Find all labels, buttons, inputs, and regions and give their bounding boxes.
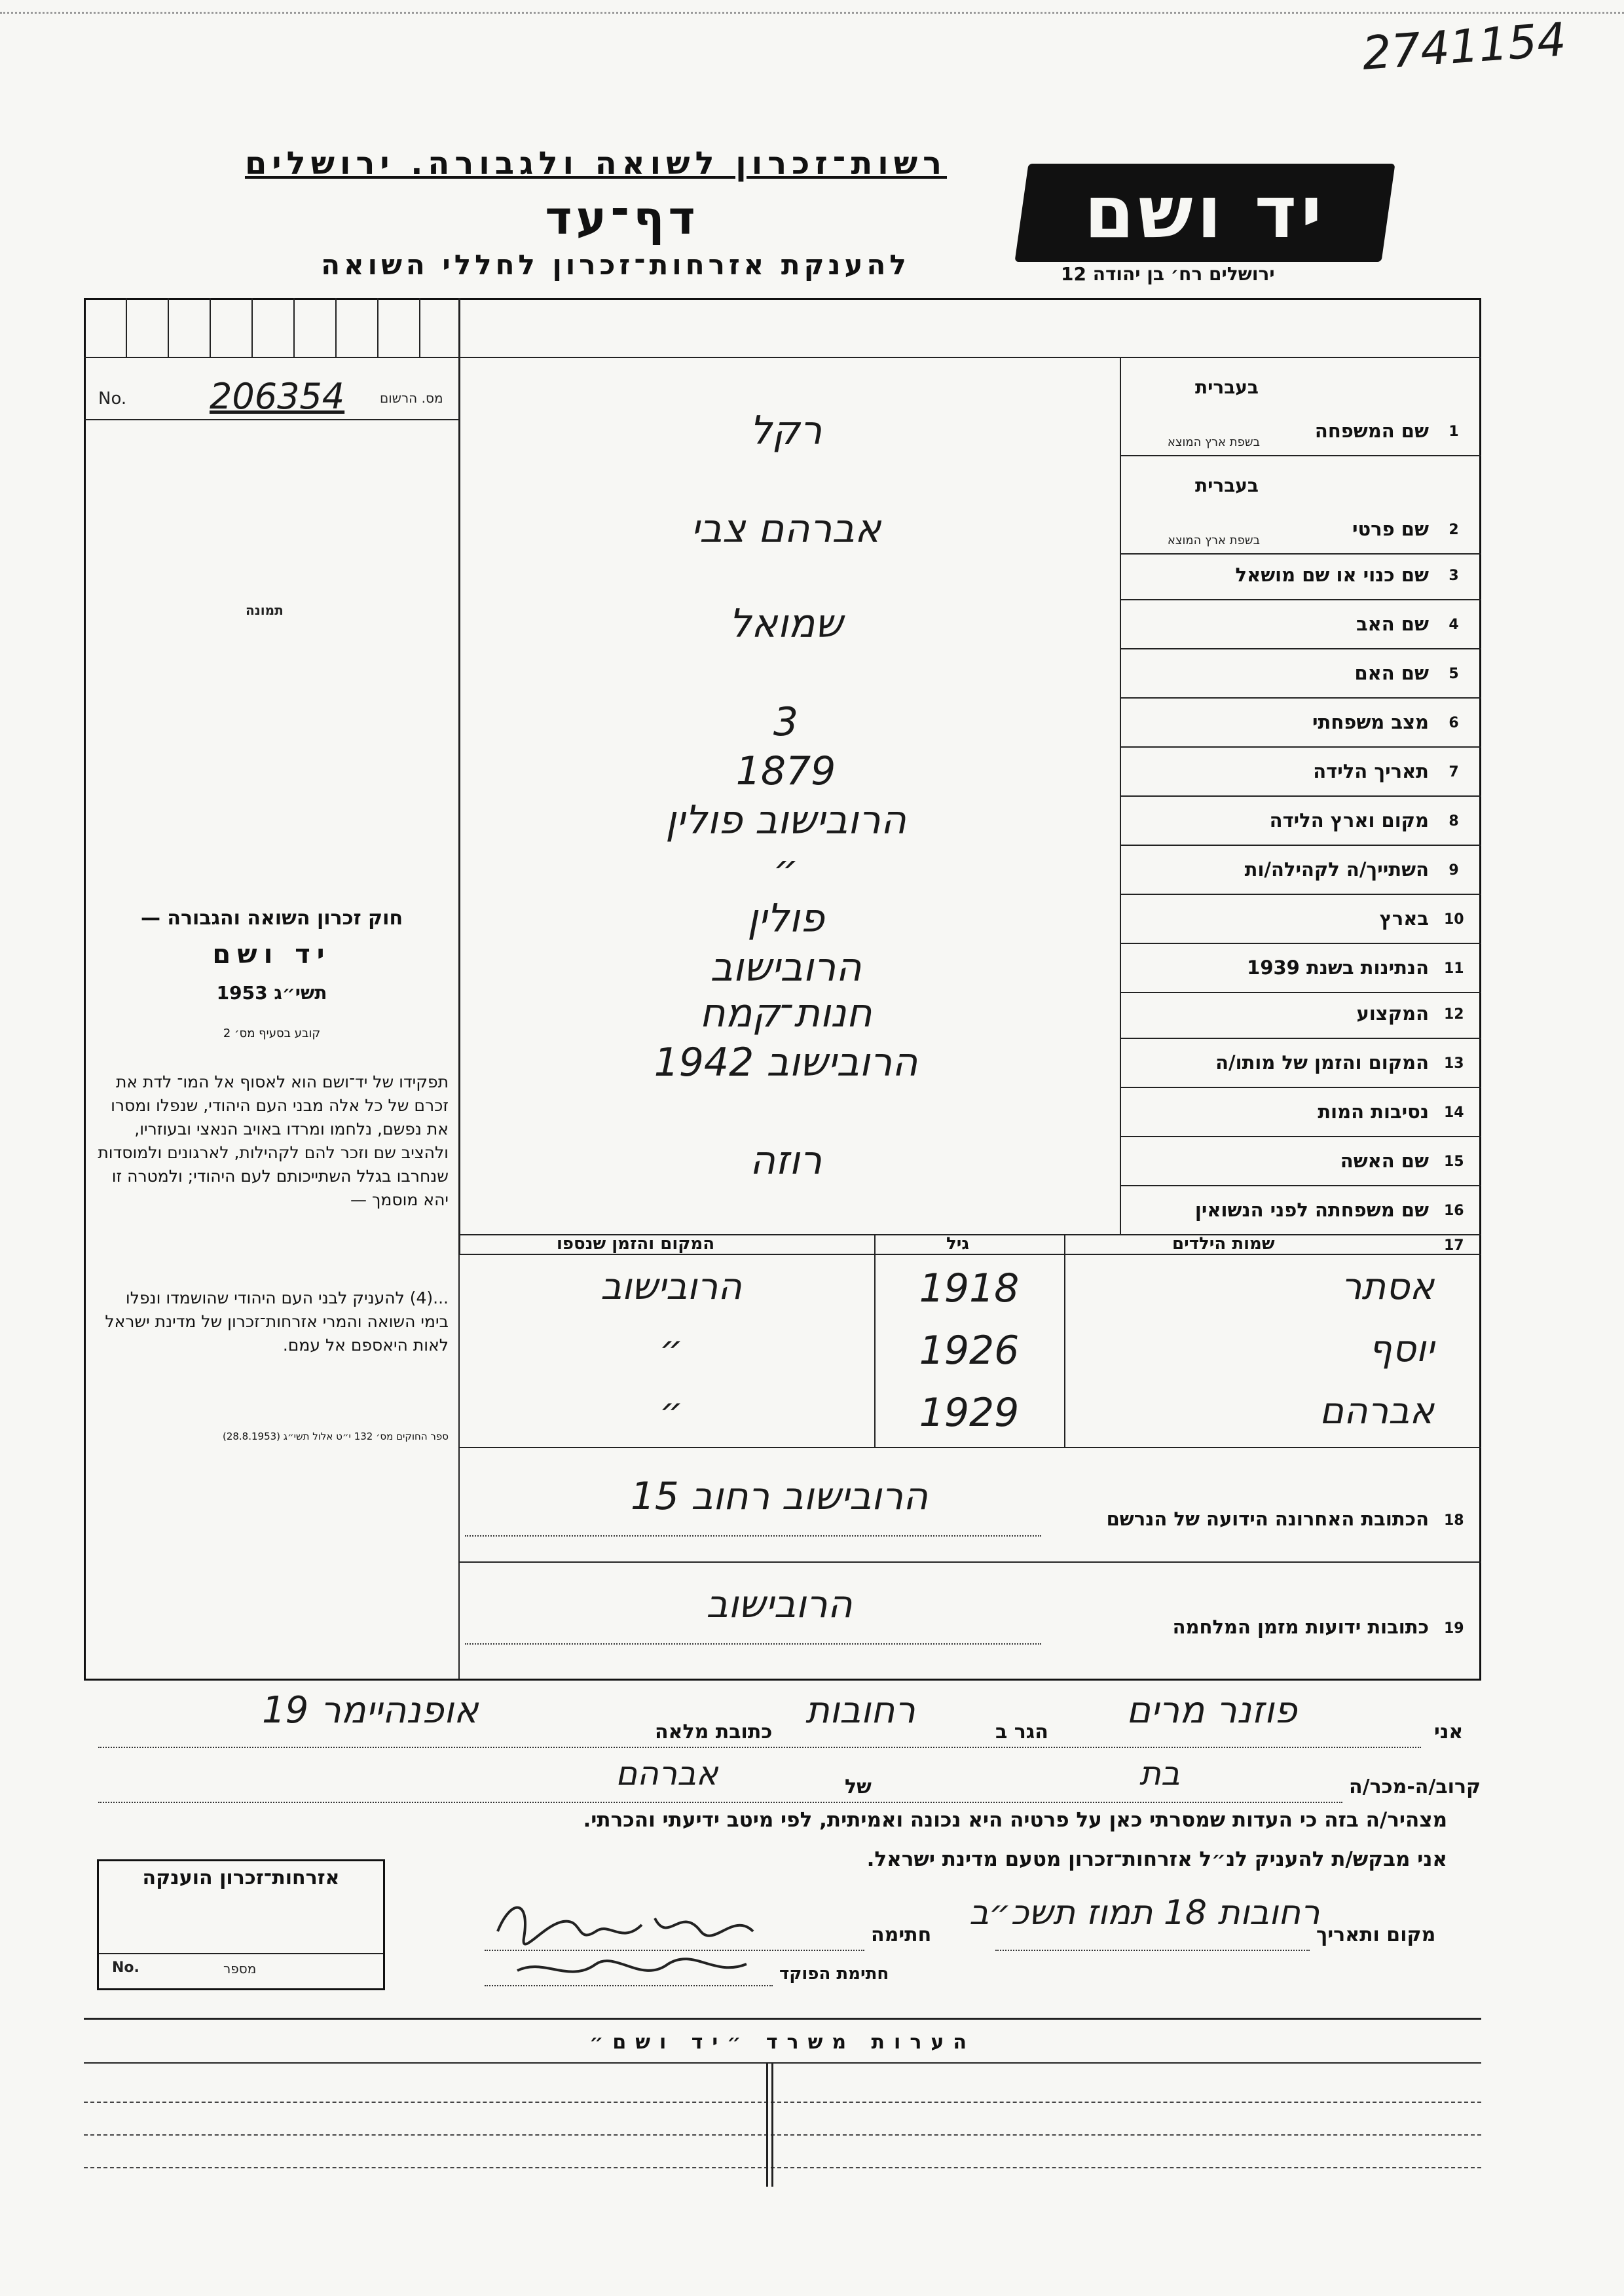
field-number: 2 bbox=[1449, 522, 1459, 538]
field-label: שם האם bbox=[1354, 662, 1429, 684]
field-row-16 bbox=[458, 1185, 1481, 1234]
child-name: אברהם bbox=[1319, 1390, 1434, 1432]
field-value: ״ bbox=[773, 847, 799, 892]
field-value: הרובישוב bbox=[706, 1582, 853, 1626]
field-number: 11 bbox=[1444, 960, 1464, 977]
child-place: הרובישוב bbox=[600, 1266, 742, 1308]
decl-relative-value: בת bbox=[1139, 1755, 1180, 1793]
box-number-label: מספר bbox=[223, 1961, 257, 1977]
field-row-11 bbox=[458, 943, 1481, 992]
field-label: שם המשפחה bbox=[1314, 420, 1429, 442]
children-field-number: 17 bbox=[1444, 1237, 1464, 1254]
children-col-place: המקום והזמן שנספו bbox=[557, 1234, 715, 1254]
reg-row-line bbox=[84, 419, 458, 420]
field-row-5 bbox=[458, 648, 1481, 697]
field-value: שמואל bbox=[729, 601, 843, 647]
field-label: נסיבות המות bbox=[1318, 1101, 1429, 1123]
field-number: 8 bbox=[1449, 813, 1459, 829]
archive-number: 2741154 bbox=[1360, 12, 1568, 81]
field-row-10 bbox=[458, 894, 1481, 943]
logo-text: יד ושם bbox=[1084, 170, 1326, 254]
field-row-12 bbox=[458, 992, 1481, 1038]
field-value: פולין bbox=[747, 896, 824, 941]
child-age: 1918 bbox=[919, 1266, 1020, 1311]
child-row bbox=[458, 1260, 1481, 1319]
reg-no-prefix: No. bbox=[98, 389, 127, 409]
page-title: דף־עד bbox=[545, 191, 699, 245]
decl-of-value: אברהם bbox=[616, 1755, 718, 1793]
children-table-bottom bbox=[458, 1447, 1481, 1448]
registration-number-row bbox=[92, 377, 452, 416]
field-sub-hebrew: בעברית bbox=[1194, 475, 1259, 496]
box-title: אזרחות־זכרון הוענקה bbox=[142, 1867, 340, 1889]
field-number: 12 bbox=[1444, 1006, 1464, 1023]
field-label: מצב משפחתי bbox=[1312, 711, 1429, 733]
decl-resides-label: הגר ב bbox=[995, 1721, 1048, 1743]
field-row-8 bbox=[458, 795, 1481, 845]
field-sub-hebrew: בעברית bbox=[1194, 376, 1259, 398]
child-place: ״ bbox=[659, 1390, 684, 1432]
field-number: 13 bbox=[1444, 1055, 1464, 1072]
law-title: חוק זכרון השואה והגבורה — bbox=[140, 907, 403, 930]
field-label: שם האב bbox=[1356, 613, 1429, 635]
child-name: אסתר bbox=[1340, 1266, 1434, 1308]
decl-relative-label: קרוב/ה-מכר/ה bbox=[1349, 1776, 1481, 1798]
reg-number-value: 206354 bbox=[210, 376, 345, 417]
field-label: כתובות ידועות מזמן המלחמה bbox=[1172, 1616, 1429, 1638]
field-row-14 bbox=[458, 1087, 1481, 1136]
photo-placeholder-label: תמונה bbox=[246, 602, 284, 618]
field-label: המקצוע bbox=[1356, 1002, 1429, 1025]
address-separator bbox=[458, 1561, 1481, 1563]
address-field-18 bbox=[458, 1470, 1481, 1542]
children-col-age: גיל bbox=[946, 1234, 970, 1254]
field-value: הרובישוב רחוב 15 bbox=[630, 1474, 928, 1518]
box-no: No. bbox=[112, 1959, 139, 1976]
decl-name-value: פוזנר מרים bbox=[1126, 1689, 1297, 1732]
field-value: הרובישוב 1942 bbox=[654, 1040, 918, 1085]
field-value: 3 bbox=[773, 699, 799, 745]
field-row-2 bbox=[458, 455, 1481, 553]
field-row-9 bbox=[458, 845, 1481, 894]
decl-address-label: כתובת מלאה bbox=[655, 1721, 773, 1743]
decl-officer-label: חתימת הפוקד bbox=[779, 1964, 889, 1984]
field-row-15 bbox=[458, 1136, 1481, 1185]
field-number: 9 bbox=[1449, 862, 1459, 879]
field-label: שם האשה bbox=[1340, 1150, 1429, 1172]
field-value: 1879 bbox=[735, 748, 836, 794]
field-label: בארץ bbox=[1379, 907, 1429, 930]
field-number: 10 bbox=[1444, 911, 1464, 928]
child-row bbox=[458, 1385, 1481, 1444]
address-field-19 bbox=[458, 1578, 1481, 1650]
field-label: הכתובת האחרונה הידועה של הנרשם bbox=[1106, 1508, 1429, 1530]
field-number: 6 bbox=[1449, 715, 1459, 731]
law-footnote: ספר החוקים מס׳ 132 י״ט אלול תשי״ג (28.8.1953) bbox=[222, 1430, 449, 1442]
law-text: תפקידו של יד־ושם הוא לאסוף אל המו־ לדת את זכרם של כל אלה מבני העם היהודי, שנפלו ומסרו את נפשם, נלחמו ומרדו באויב הנאצי ובעוזריו, ולהציב שם וזכר להם לקהילות, לארגונים ולמוסדות שנחרבו בגלל השתייכותם לעם היהודי; ולמטרה זו יהא מוסמך — bbox=[98, 1072, 449, 1209]
header-address: ירושלים רח׳ בן יהודה 12 bbox=[1061, 263, 1275, 285]
child-place: ״ bbox=[659, 1328, 684, 1370]
decl-place-date-label: מקום ותאריך bbox=[1316, 1923, 1436, 1946]
child-age: 1926 bbox=[919, 1328, 1020, 1374]
child-name: יוסף bbox=[1369, 1328, 1434, 1370]
law-clause: קובע בסעיף מס׳ 2 bbox=[223, 1027, 321, 1040]
citizenship-granted-box bbox=[97, 1859, 385, 1990]
footer-top-line bbox=[84, 2018, 1481, 2020]
child-age: 1929 bbox=[919, 1390, 1020, 1436]
field-value: אברהם צבי bbox=[690, 506, 881, 552]
field-label: שם כנוי או שם מושאל bbox=[1235, 564, 1429, 586]
field-row-13 bbox=[458, 1038, 1481, 1087]
decl-address-value: אופנהיימר 19 bbox=[262, 1689, 479, 1732]
decl-statement: מצהיר/ה בזה כי העדות שמסרתי כאן על פרטיה היא נכונה ואמיתית, לפי מיטב ידיעתי והכרתי. bbox=[583, 1808, 1447, 1832]
field-number: 19 bbox=[1444, 1620, 1464, 1637]
field-label: השתייך/ה לקהילה/ות bbox=[1244, 858, 1429, 881]
field-label: המקום והזמן של מותו/ה bbox=[1215, 1051, 1429, 1074]
field-sub-origin: בשפת ארץ המוצא bbox=[1167, 435, 1260, 449]
field-number: 4 bbox=[1449, 617, 1459, 633]
field-number: 7 bbox=[1449, 764, 1459, 780]
child-row bbox=[458, 1322, 1481, 1381]
page-subtitle: להענקת אזרחות־זכרון לחללי השואה bbox=[321, 249, 910, 281]
field-number: 16 bbox=[1444, 1203, 1464, 1219]
authority-title: רשות־זכרון לשואה ולגבורה. ירושלים bbox=[244, 145, 948, 182]
children-col-names: שמות הילדים bbox=[1172, 1234, 1275, 1254]
field-label: שם פרטי bbox=[1352, 518, 1429, 540]
law-text-clause4: ...(4) להעניק לבני העם היהודי שהושמדו ונפלו בימי השואה והמרי אזרחות־זכרון של מדינת ישראל לאות היאספם אל עמם. bbox=[105, 1288, 449, 1355]
field-row-6 bbox=[458, 697, 1481, 746]
decl-place-date-value: רחובות 18 תמוז תשכ״ב bbox=[969, 1893, 1320, 1933]
field-number: 15 bbox=[1444, 1154, 1464, 1170]
field-label: תאריך הלידה bbox=[1313, 760, 1429, 782]
field-value: רוזה bbox=[749, 1138, 822, 1184]
field-value: רקל bbox=[749, 408, 822, 454]
field-number: 1 bbox=[1449, 424, 1459, 440]
remarks-title: הערות משרד ״יד ושם״ bbox=[589, 2031, 976, 2054]
law-name: יד ושם bbox=[212, 939, 331, 970]
field-label: הנתינות בשנת 1939 bbox=[1247, 957, 1429, 979]
field-number: 18 bbox=[1444, 1512, 1464, 1529]
field-value: חנות־קמח bbox=[699, 991, 872, 1036]
field-row-4 bbox=[458, 599, 1481, 648]
law-year: תשי״ג 1953 bbox=[216, 982, 327, 1004]
field-label: מקום וארץ הלידה bbox=[1269, 809, 1429, 831]
field-number: 14 bbox=[1444, 1104, 1464, 1121]
field-row-3 bbox=[458, 553, 1481, 599]
field-value: הרובישוב פולין bbox=[665, 797, 906, 843]
field-row-1 bbox=[458, 357, 1481, 455]
decl-signature-label: חתימה bbox=[871, 1923, 932, 1946]
field-number: 5 bbox=[1449, 666, 1459, 682]
top-scan-border bbox=[0, 12, 1624, 14]
field-value: הרובישוב bbox=[710, 945, 862, 991]
decl-ani: אני bbox=[1434, 1721, 1464, 1743]
decl-of-label: של bbox=[845, 1776, 872, 1798]
reg-label: מס. הרשום bbox=[380, 390, 443, 406]
field-sub-origin: בשפת ארץ המוצא bbox=[1167, 534, 1260, 547]
children-table-header-line bbox=[458, 1254, 1481, 1255]
yad-vashem-logo bbox=[1014, 164, 1395, 262]
decl-city-value: רחובות bbox=[805, 1689, 915, 1732]
field-row-7 bbox=[458, 746, 1481, 795]
field-label: שם משפחתה לפני הנשואין bbox=[1194, 1199, 1429, 1221]
field-number: 3 bbox=[1449, 568, 1459, 584]
decl-request: אני מבקש/ת להעניק לנ״ל אזרחות־זכרון מטעם מדינת ישראל. bbox=[866, 1848, 1447, 1871]
